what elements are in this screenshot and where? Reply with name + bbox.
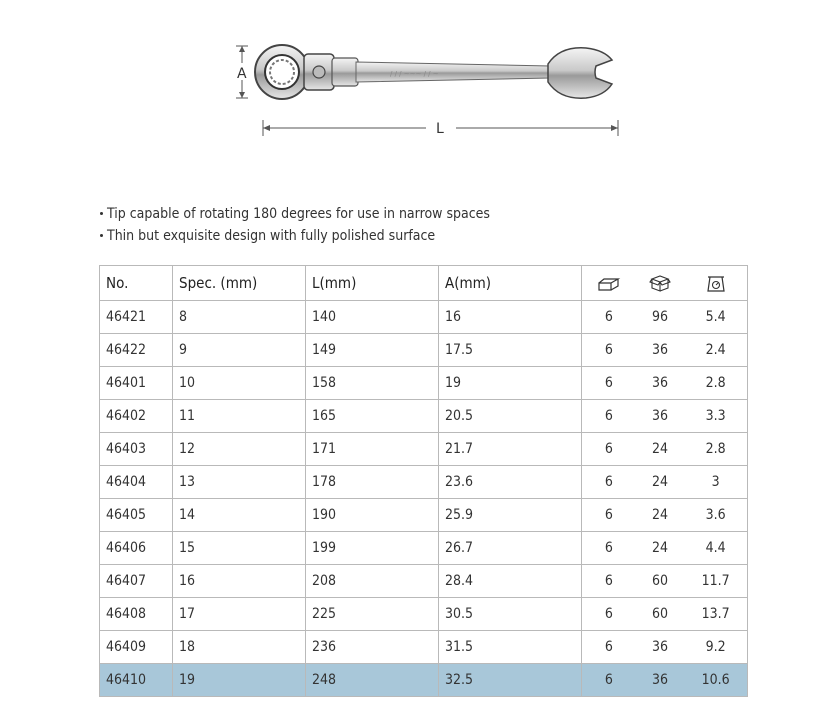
cell-spec: 18 [173,631,306,664]
cell-length: 158 [306,367,439,400]
cell-spec: 15 [173,532,306,565]
table-row [100,400,748,433]
cell-a: 16 [439,301,582,334]
dimension-a-marker [236,46,248,98]
bullet-icon [100,234,103,237]
cell-carton-qty: 24 [636,532,685,565]
cell-inner-qty: 6 [582,367,636,400]
cell-weight: 11.7 [684,565,747,598]
feature-item: Thin but exquisite design with fully polished surface [100,225,490,247]
cell-spec: 10 [173,367,306,400]
cell-length: 225 [306,598,439,631]
cell-spec: 14 [173,499,306,532]
cell-inner-qty: 6 [582,532,636,565]
header-spec: Spec. (mm) [173,266,306,301]
cell-length: 208 [306,565,439,598]
feature-list [100,203,490,247]
cell-no: 46421 [100,301,173,334]
scale-icon [706,274,726,292]
cell-a: 31.5 [439,631,582,664]
cell-length: 199 [306,532,439,565]
table-row [100,301,748,334]
cell-length: 149 [306,334,439,367]
cell-no: 46401 [100,367,173,400]
cell-a: 21.7 [439,433,582,466]
cell-no: 46409 [100,631,173,664]
cell-a: 30.5 [439,598,582,631]
table-row [100,532,748,565]
cell-no: 46403 [100,433,173,466]
cell-a: 26.7 [439,532,582,565]
table-row [100,664,748,697]
inner-box-icon [597,276,621,292]
cell-carton-qty: 36 [636,367,685,400]
cell-length: 236 [306,631,439,664]
feature-item: Tip capable of rotating 180 degrees for use in narrow spaces [100,203,490,225]
cell-weight: 5.4 [684,301,747,334]
header-weight [684,266,747,301]
cell-weight: 2.8 [684,367,747,400]
table-row [100,367,748,400]
cell-inner-qty: 6 [582,466,636,499]
cell-inner-qty: 6 [582,499,636,532]
cell-length: 178 [306,466,439,499]
cell-length: 165 [306,400,439,433]
svg-text:/ / / ~~~ / / ~: / / / ~~~ / / ~ [390,70,439,78]
cell-inner-qty: 6 [582,631,636,664]
cell-spec: 11 [173,400,306,433]
cell-weight: 9.2 [684,631,747,664]
cell-weight: 13.7 [684,598,747,631]
cell-no: 46407 [100,565,173,598]
bullet-icon [100,212,103,215]
cell-length: 248 [306,664,439,697]
cell-a: 19 [439,367,582,400]
cell-weight: 3.3 [684,400,747,433]
cell-a: 23.6 [439,466,582,499]
header-length: L(mm) [306,266,439,301]
cell-spec: 8 [173,301,306,334]
cell-inner-qty: 6 [582,334,636,367]
cell-carton-qty: 24 [636,433,685,466]
cell-a: 25.9 [439,499,582,532]
cell-spec: 12 [173,433,306,466]
cell-a: 32.5 [439,664,582,697]
cell-length: 190 [306,499,439,532]
table-row [100,631,748,664]
table-row [100,433,748,466]
header-carton [636,266,685,301]
carton-box-icon [649,274,671,292]
table-row [100,466,748,499]
dimension-l-marker [263,120,618,137]
cell-inner-qty: 6 [582,301,636,334]
cell-inner-qty: 6 [582,565,636,598]
cell-no: 46402 [100,400,173,433]
table-row [100,334,748,367]
cell-a: 17.5 [439,334,582,367]
table-row [100,565,748,598]
cell-carton-qty: 96 [636,301,685,334]
cell-a: 20.5 [439,400,582,433]
cell-inner-qty: 6 [582,433,636,466]
cell-no: 46405 [100,499,173,532]
cell-length: 140 [306,301,439,334]
cell-carton-qty: 60 [636,565,685,598]
cell-weight: 2.4 [684,334,747,367]
cell-weight: 2.8 [684,433,747,466]
cell-weight: 3 [684,466,747,499]
cell-weight: 3.6 [684,499,747,532]
cell-no: 46406 [100,532,173,565]
cell-inner-qty: 6 [582,664,636,697]
spec-table [99,265,748,697]
header-inner-box [582,266,636,301]
cell-inner-qty: 6 [582,598,636,631]
cell-spec: 17 [173,598,306,631]
cell-spec: 13 [173,466,306,499]
dimension-a-label: A [237,66,247,82]
cell-no: 46404 [100,466,173,499]
cell-a: 28.4 [439,565,582,598]
cell-no: 46410 [100,664,173,697]
wrench-illustration [230,30,630,150]
cell-carton-qty: 36 [636,400,685,433]
cell-spec: 16 [173,565,306,598]
dimension-l-label: L [436,121,444,137]
cell-spec: 19 [173,664,306,697]
cell-no: 46408 [100,598,173,631]
header-no: No. [100,266,173,301]
header-a: A(mm) [439,266,582,301]
table-header-row [100,266,748,301]
cell-carton-qty: 36 [636,664,685,697]
table-row [100,598,748,631]
cell-spec: 9 [173,334,306,367]
cell-carton-qty: 36 [636,631,685,664]
cell-weight: 10.6 [684,664,747,697]
cell-carton-qty: 60 [636,598,685,631]
cell-length: 171 [306,433,439,466]
cell-inner-qty: 6 [582,400,636,433]
cell-carton-qty: 36 [636,334,685,367]
table-row [100,499,748,532]
cell-carton-qty: 24 [636,466,685,499]
cell-weight: 4.4 [684,532,747,565]
cell-carton-qty: 24 [636,499,685,532]
cell-no: 46422 [100,334,173,367]
